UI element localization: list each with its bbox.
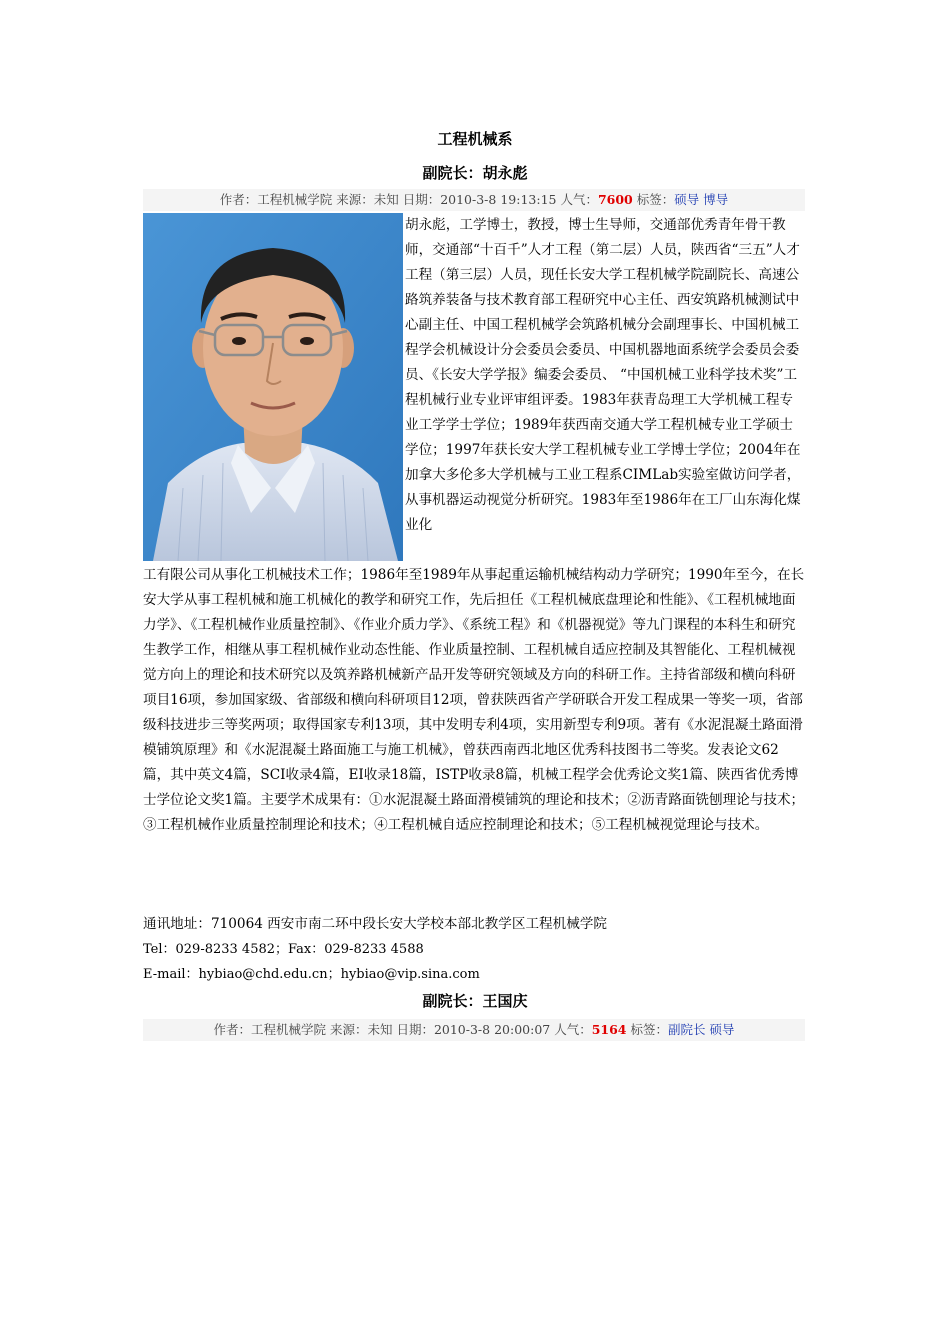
article-meta-wang — [143, 1019, 805, 1041]
contact-email: E-mail：hybiao@chd.edu.cn；hybiao@vip.sina.com — [143, 967, 480, 982]
portrait-photo — [143, 213, 403, 561]
profile-heading-hu: 副院长：胡永彪 — [422, 164, 528, 182]
bio-paragraph-continued: 工有限公司从事化工机械技术工作；1986年至1989年从事起重运输机械结构动力学研究；1990年至今，在长安大学从事工程机械和施工机械化的教学和研究工作，先后担任《工程机械底盘理论和性能》、《工程机械地面力学》、《工程机械作业质量控制》、《作业介质力学》、《系统工程》和《机器视觉》等九门课程的本科生和研究生教学工作，相继从事工程机械作业动态性能、作业质量控制、工程机械自适应控制及其智能化、工程机械视觉方向上的理论和技术研究以及筑养路机械新产品开发等研究领域及方向的科研工作。主持省部级和横向科研项目16项，参加国家级、省部级和横向科研项目12项，曾获陕西省产学研联合开发工程成果一等奖一项，省部级科技进步三等奖两项；取得国家专利13项，其中发明专利4项，实用新型专利9项。著有《水泥混凝土路面滑模铺筑原理》和《水泥混凝土路面施工与施工机械》，曾获西南西北地区优秀科技图书二等奖。发表论文62篇，其中英文4篇，SCI收录4篇，EI收录18篇，ISTP收录8篇，机械工程学会优秀论文奖1篇、陕西省优秀博士学位论文奖1篇。主要学术成果有：①水泥混凝土路面滑模铺筑的理论和技术；②沥青路面铣刨理论与技术；③工程机械作业质量控制理论和技术；④工程机械自适应控制理论和技术；⑤工程机械视觉理论与技术。 — [143, 567, 805, 833]
profile-heading-wang: 副院长：王国庆 — [422, 992, 528, 1010]
view-count: 7600 — [597, 192, 633, 207]
contact-address: 通讯地址：710064 西安市南二环中段长安大学校本部北教学区工程机械学院 — [143, 916, 608, 932]
tags-label: 标签： — [626, 1022, 668, 1037]
tags-label: 标签： — [632, 192, 675, 207]
view-count: 5164 — [591, 1022, 627, 1037]
article-meta-hu — [143, 189, 805, 211]
tag-link-shuodao[interactable]: 硕导 — [709, 1022, 735, 1037]
bio-paragraph-beside-photo: 胡永彪，工学博士，教授，博士生导师，交通部优秀青年骨干教师，交通部“十百千”人才工程（第二层）人员，陕西省“三五”人才工程（第三层）人员，现任长安大学工程机械学院副院长、高速公路筑养装备与技术教育部工程研究中心主任、西安筑路机械测试中心副主任、中国工程机械学会筑路机械分会副理事长、中国机械工程学会机械设计分会委员会委员、中国机器地面系统学会委员会委员、《长安大学学报》编委会委员、 “中国机械工业科学技术奖”工程机械行业专业评审组评委。1983年获青岛理工大学机械工程专业工学学士学位；1989年获西南交通大学工程机械专业工学硕士学位；1997年获长安大学工程机械专业工学博士学位；2004年在加拿大多伦多大学机械与工业工程系CIMLab实验室做访问学者，从事机器运动视觉分析研究。1983年至1986年在工厂山东海化煤业化 — [405, 217, 801, 533]
tag-link-shuodao[interactable]: 硕导 — [674, 192, 700, 207]
meta-text: 作者：工程机械学院 来源：未知 日期：2010-3-8 20:00:07 人气： — [213, 1022, 592, 1037]
tag-link-fuyuanzhang[interactable]: 副院长 — [667, 1022, 706, 1037]
contact-phone: Tel：029-8233 4582；Fax：029-8233 4588 — [143, 942, 424, 957]
page-title: 工程机械系 — [437, 130, 513, 148]
tag-link-bodao[interactable]: 博导 — [703, 192, 729, 207]
meta-text: 作者：工程机械学院 来源：未知 日期：2010-3-8 19:13:15 人气： — [219, 192, 598, 207]
